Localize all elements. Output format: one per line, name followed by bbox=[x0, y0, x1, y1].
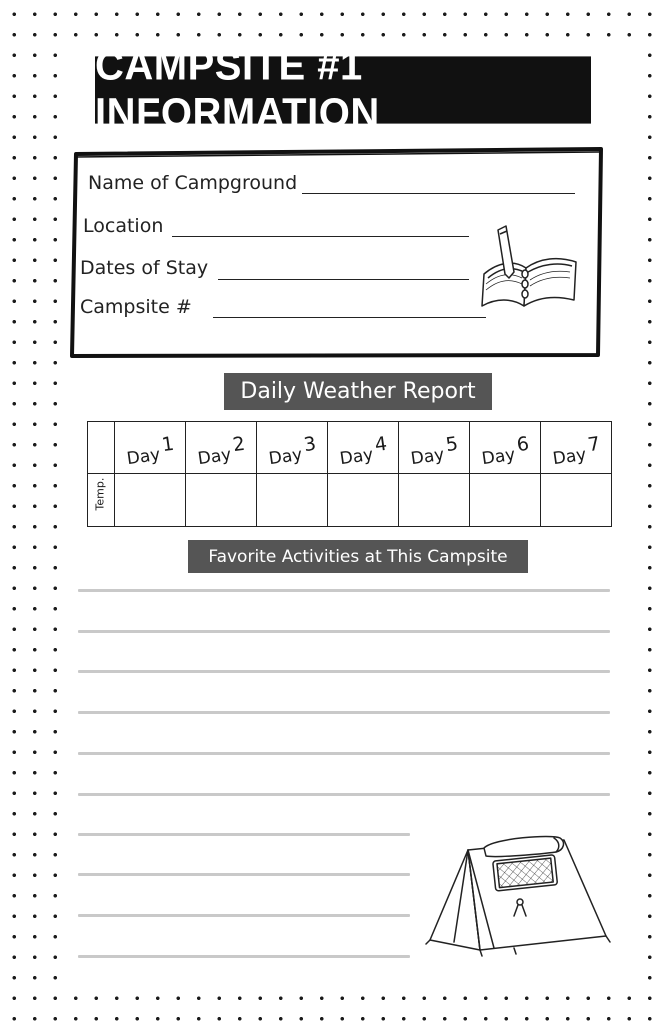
temp-day-2-cell[interactable] bbox=[186, 474, 257, 527]
day-1-header: Day$^1$ bbox=[115, 422, 186, 474]
temp-row-label-cell bbox=[88, 474, 115, 527]
day-7-header: Day$^7$ bbox=[541, 422, 612, 474]
temp-day-3-cell[interactable] bbox=[257, 474, 328, 527]
tent-illustration bbox=[424, 832, 620, 968]
writing-line[interactable] bbox=[78, 711, 610, 714]
temperature-row bbox=[88, 474, 612, 527]
campground-name-label: Name of Campground bbox=[88, 172, 298, 194]
favorite-activities-heading: Favorite Activities at This Campsite bbox=[188, 540, 528, 573]
campsite-number-label: Campsite # bbox=[80, 296, 192, 318]
notebook-pen-icon bbox=[478, 222, 582, 314]
temp-day-5-cell[interactable] bbox=[399, 474, 470, 527]
location-label: Location bbox=[83, 215, 164, 237]
writing-line[interactable] bbox=[78, 589, 610, 592]
writing-line[interactable] bbox=[78, 670, 610, 673]
campsite-number-field[interactable] bbox=[213, 317, 486, 318]
temp-day-7-cell[interactable] bbox=[541, 474, 612, 527]
day-2-header: Day$^2$ bbox=[186, 422, 257, 474]
day-5-header: Day$^5$ bbox=[399, 422, 470, 474]
writing-line[interactable] bbox=[78, 630, 610, 633]
dates-of-stay-field[interactable] bbox=[218, 279, 469, 280]
temp-day-1-cell[interactable] bbox=[115, 474, 186, 527]
location-field[interactable] bbox=[172, 236, 469, 237]
dates-of-stay-label: Dates of Stay bbox=[80, 257, 209, 279]
day-6-header: Day$^6$ bbox=[470, 422, 541, 474]
day-3-header: Day$^3$ bbox=[257, 422, 328, 474]
weather-corner-cell bbox=[88, 422, 115, 474]
campground-name-field[interactable] bbox=[302, 193, 575, 194]
page-title: CAMPSITE #1 INFORMATION bbox=[95, 56, 591, 123]
temp-day-6-cell[interactable] bbox=[470, 474, 541, 527]
writing-line[interactable] bbox=[78, 793, 610, 796]
writing-line[interactable] bbox=[78, 873, 410, 876]
writing-line[interactable] bbox=[78, 914, 410, 917]
writing-line[interactable] bbox=[78, 833, 410, 836]
weather-header-row bbox=[88, 422, 612, 474]
weather-report-heading: Daily Weather Report bbox=[224, 373, 492, 410]
temp-day-4-cell[interactable] bbox=[328, 474, 399, 527]
writing-line[interactable] bbox=[78, 955, 410, 958]
weather-table bbox=[87, 421, 612, 527]
writing-line[interactable] bbox=[78, 752, 610, 755]
temp-label: Temp. bbox=[93, 477, 107, 510]
day-4-header: Day$^4$ bbox=[328, 422, 399, 474]
